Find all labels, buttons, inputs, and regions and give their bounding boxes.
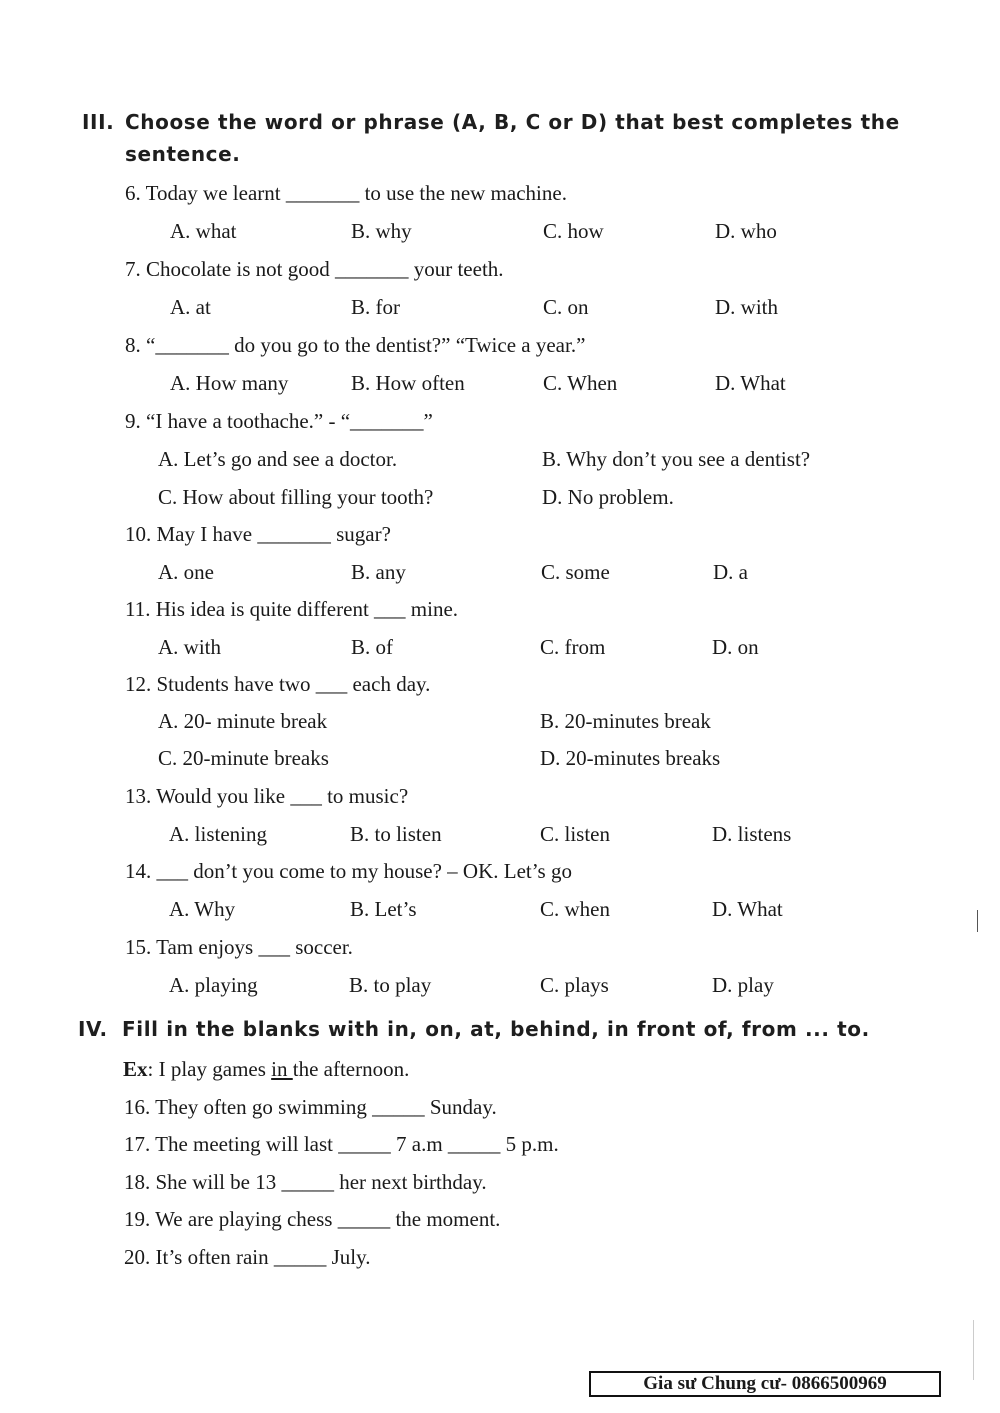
question-9-option-b: B. Why don’t you see a dentist? [542,447,811,471]
question-6-option-b: B. why [351,219,412,243]
question-7-option-b: B. for [351,295,400,319]
question-14-stem: 14. ___ don’t you come to my house? – OK. Let’s go [125,859,572,883]
question-10-option-c: C. some [541,560,610,584]
section-3-number: III. [82,110,115,134]
section-4-number: IV. [78,1017,108,1041]
section-4-title: Fill in the blanks with in, on, at, behind, in front of, from ... to. [122,1017,870,1041]
example-label: Ex [123,1057,148,1081]
question-6-option-a: A. what [170,219,237,243]
question-11-option-b: B. of [351,635,393,659]
section-3-heading [82,110,942,174]
question-18-stem: 18. She will be 13 _____ her next birthday. [124,1170,487,1194]
question-15-stem: 15. Tam enjoys ___ soccer. [125,935,353,959]
question-12-option-c: C. 20-minute breaks [158,746,329,770]
question-12-option-a: A. 20- minute break [158,709,328,733]
question-6-option-c: C. how [543,219,604,243]
question-10-stem: 10. May I have _______ sugar? [125,522,391,546]
question-16-stem: 16. They often go swimming _____ Sunday. [124,1095,497,1119]
question-13-option-d: D. listens [712,822,792,846]
question-7-stem: 7. Chocolate is not good _______ your teeth. [125,257,504,281]
question-15-option-c: C. plays [540,973,609,997]
question-6-option-d: D. who [715,219,777,243]
question-12-option-b: B. 20-minutes break [540,709,711,733]
section-3-title-line1: Choose the word or phrase (A, B, C or D) that best completes the [125,110,900,134]
question-9-option-d: D. No problem. [542,485,674,509]
question-8-option-b: B. How often [351,371,465,395]
question-8-option-a: A. How many [170,371,289,395]
question-12-option-d: D. 20-minutes breaks [540,746,721,770]
question-9-stem: 9. “I have a toothache.” - “_______” [125,409,433,433]
example-text-after: the afternoon. [292,1057,410,1081]
question-19-stem: 19. We are playing chess _____ the moment. [124,1207,501,1231]
question-13-option-a: A. listening [169,822,267,846]
question-20-stem: 20. It’s often rain _____ July. [124,1245,371,1269]
example-line [123,1057,409,1081]
section-3-title-line2: sentence. [125,142,241,166]
scan-mark [977,910,978,932]
question-9-option-c: C. How about filling your tooth? [158,485,434,509]
question-17-stem: 17. The meeting will last _____ 7 a.m _____ 5 p.m. [124,1132,559,1156]
question-7-option-a: A. at [170,295,211,319]
question-15-option-d: D. play [712,973,774,997]
question-6-stem: 6. Today we learnt _______ to use the new machine. [125,181,567,205]
question-15-option-a: A. playing [169,973,258,997]
question-11-option-a: A. with [158,635,221,659]
question-14-option-d: D. What [712,897,783,921]
question-11-option-d: D. on [712,635,759,659]
example-text-before: : I play games [147,1057,272,1081]
question-14-option-c: C. when [540,897,610,921]
question-10-option-b: B. any [351,560,406,584]
question-14-option-b: B. Let’s [350,897,417,921]
question-14-option-a: A. Why [169,897,236,921]
question-8-option-d: D. What [715,371,786,395]
question-7-option-d: D. with [715,295,778,319]
question-12-stem: 12. Students have two ___ each day. [125,672,431,696]
question-13-option-b: B. to listen [350,822,442,846]
section-4-heading [78,1017,958,1049]
scan-mark-edge [973,1320,974,1380]
question-8-option-c: C. When [543,371,618,395]
question-10-option-d: D. a [713,560,748,584]
footer-contact-box: Gia sư Chung cư- 0866500969 [589,1371,941,1397]
question-11-stem: 11. His idea is quite different ___ mine. [125,597,459,621]
question-11-option-c: C. from [540,635,606,659]
question-8-stem: 8. “_______ do you go to the dentist?” “Twice a year.” [125,333,586,357]
question-15-option-b: B. to play [349,973,432,997]
question-13-stem: 13. Would you like ___ to music? [125,784,409,808]
question-13-option-c: C. listen [540,822,611,846]
question-10-option-a: A. one [158,560,214,584]
question-7-option-c: C. on [543,295,589,319]
example-answer: in [271,1057,293,1081]
question-9-option-a: A. Let’s go and see a doctor. [158,447,398,471]
